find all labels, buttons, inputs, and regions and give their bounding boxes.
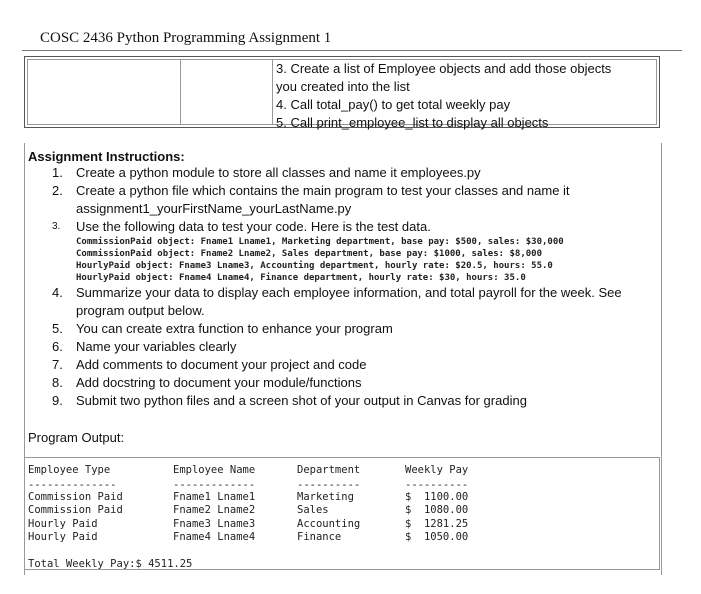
output-separator: ----------	[297, 479, 361, 491]
instructions-heading: Assignment Instructions:	[28, 149, 185, 164]
instruction-step	[0, 164, 646, 182]
table-line: 3. Create a list of Employee objects and add those objects	[276, 61, 612, 76]
output-cell-dept: Finance	[297, 531, 342, 543]
instruction-step	[0, 182, 646, 218]
test-data-line: CommissionPaid object: Fname2 Lname2, Sales department, base pay: $1000, sales: $8,000	[76, 249, 542, 259]
output-header-name: Employee Name	[173, 464, 256, 476]
step-text: Add comments to document your project and code	[76, 357, 367, 372]
header-divider	[22, 50, 682, 51]
page-title: COSC 2436 Python Programming Assignment 1	[40, 30, 332, 46]
step-text: Submit two python files and a screen shot of your output in Canvas for grading	[76, 393, 527, 408]
step-text: You can create extra function to enhance your program	[76, 321, 393, 336]
instruction-list	[0, 164, 701, 410]
output-header-type: Employee Type	[28, 464, 111, 476]
step-text: program output below.	[76, 303, 205, 318]
step-number: 8.	[52, 375, 63, 390]
step-number: 2.	[52, 183, 63, 198]
output-cell-type: Hourly Paid	[28, 531, 98, 543]
output-cell-type: Commission Paid	[28, 491, 123, 503]
instruction-step	[0, 356, 646, 374]
test-data-line: CommissionPaid object: Fname1 Lname1, Marketing department, base pay: $500, sales: $30,000	[76, 237, 564, 247]
output-cell-dept: Sales	[297, 504, 329, 516]
output-cell-type: Hourly Paid	[28, 518, 98, 530]
instruction-step	[0, 374, 646, 392]
output-cell-name: Fname3 Lname3	[173, 518, 256, 530]
instruction-step	[0, 218, 646, 236]
output-cell-name: Fname2 Lname2	[173, 504, 256, 516]
instruction-step	[0, 338, 646, 356]
test-data-line: HourlyPaid object: Fname4 Lname4, Finance department, hourly rate: $30, hours: 35.0	[76, 273, 526, 283]
step-number: 7.	[52, 357, 63, 372]
table-line: 4. Call total_pay() to get total weekly pay	[276, 97, 511, 112]
step-number: 6.	[52, 339, 63, 354]
step-number: 1.	[52, 165, 63, 180]
output-cell-pay: $ 1080.00	[405, 504, 469, 516]
output-cell-pay: $ 1100.00	[405, 491, 469, 503]
table-column-divider	[180, 60, 181, 124]
instruction-step	[0, 392, 646, 410]
table-column-divider	[272, 60, 273, 124]
output-cell-name: Fname1 Lname1	[173, 491, 256, 503]
output-cell-dept: Marketing	[297, 491, 354, 503]
step-text: Create a python file which contains the main program to test your classes and name it	[76, 183, 570, 198]
step-number: 9.	[52, 393, 63, 408]
step-text: Use the following data to test your code. Here is the test data.	[76, 219, 431, 234]
step-number: 3.	[52, 221, 61, 232]
step-text: Name your variables clearly	[76, 339, 237, 354]
table-line: 5. Call print_employee_list to display all objects	[276, 115, 549, 130]
instructions-table	[24, 56, 660, 128]
step-text: Add docstring to document your module/functions	[76, 375, 362, 390]
output-total: Total Weekly Pay:$ 4511.25	[28, 558, 193, 570]
output-cell-dept: Accounting	[297, 518, 361, 530]
output-header-pay: Weekly Pay	[405, 464, 469, 476]
test-data-block	[0, 236, 701, 284]
output-header-dept: Department	[297, 464, 361, 476]
output-separator: --------------	[28, 479, 117, 491]
table-line: you created into the list	[276, 79, 410, 94]
step-text: Summarize your data to display each employee information, and total payroll for the week. See	[76, 285, 622, 300]
step-text: Create a python module to store all classes and name it employees.py	[76, 165, 481, 180]
output-heading: Program Output:	[28, 430, 125, 445]
step-number: 4.	[52, 285, 63, 300]
instruction-step	[0, 284, 646, 320]
step-number: 5.	[52, 321, 63, 336]
output-cell-name: Fname4 Lname4	[173, 531, 256, 543]
output-cell-pay: $ 1281.25	[405, 518, 469, 530]
output-cell-pay: $ 1050.00	[405, 531, 469, 543]
output-separator: ----------	[405, 479, 469, 491]
output-cell-type: Commission Paid	[28, 504, 123, 516]
table-cell-steps	[276, 60, 611, 132]
step-text: assignment1_yourFirstName_yourLastName.py	[76, 201, 352, 216]
test-data-line: HourlyPaid object: Fname3 Lname3, Accounting department, hourly rate: $20.5, hours: 55.0	[76, 261, 553, 271]
output-separator: -------------	[173, 479, 256, 491]
instruction-step	[0, 320, 646, 338]
